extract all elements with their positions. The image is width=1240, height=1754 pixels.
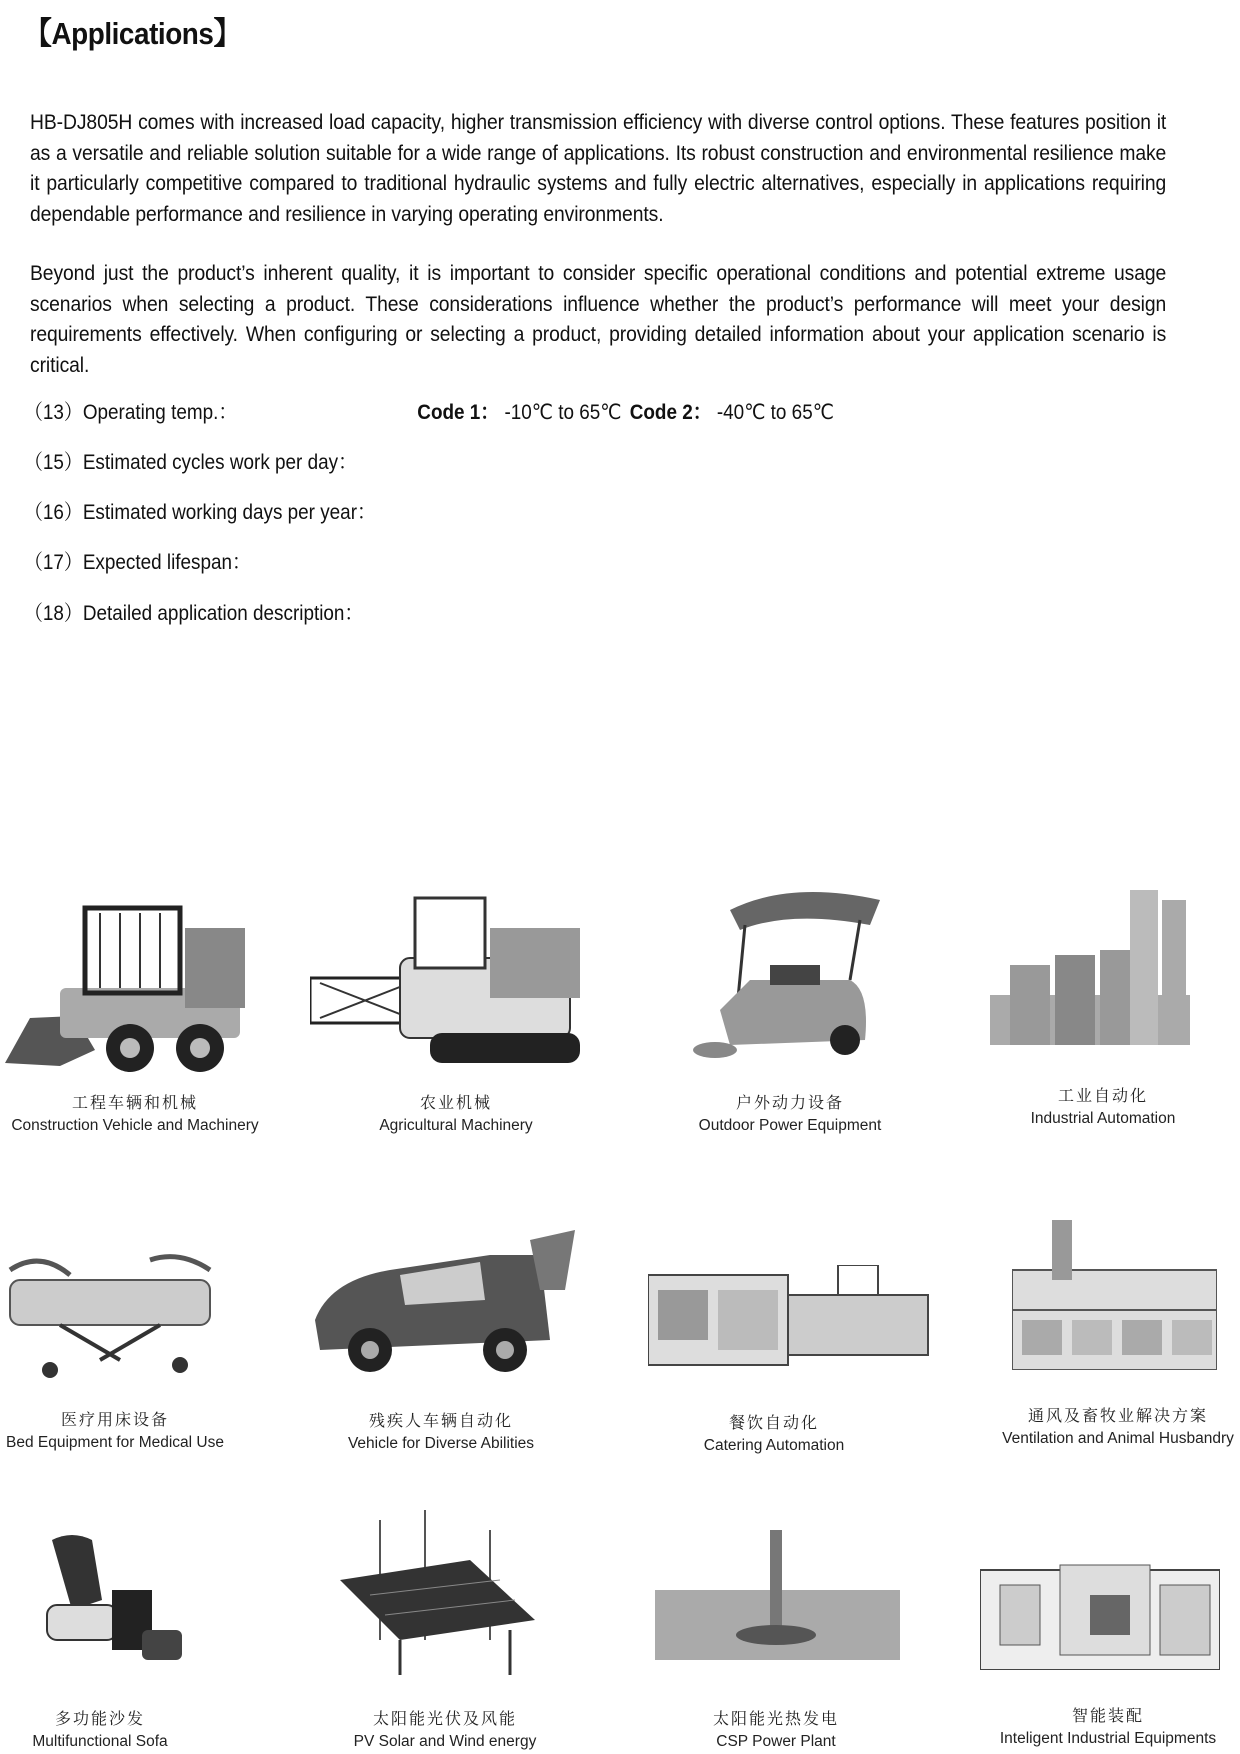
massage-chair-image	[32, 1530, 192, 1665]
solar-wind-image	[340, 1500, 540, 1675]
code1-value: -10℃ to 65℃	[504, 401, 622, 424]
page-title: 【Applications】	[24, 16, 241, 51]
livestock-facility-image	[1012, 1220, 1217, 1370]
app-cn-label: 多功能沙发	[54, 1709, 145, 1728]
app-cn-label: 户外动力设备	[735, 1093, 844, 1112]
spec-lifespan: （17）Expected lifespan：	[24, 551, 251, 574]
app-en-label: Agricultural Machinery	[379, 1117, 533, 1134]
app-cn-label: 太阳能光伏及风能	[372, 1709, 517, 1728]
app-en-label: Construction Vehicle and Machinery	[11, 1117, 259, 1134]
code2-value: -40℃ to 65℃	[716, 401, 834, 424]
skid-steer-loader-image	[0, 888, 260, 1073]
csp-tower-image	[655, 1530, 900, 1660]
selection-paragraph: Beyond just the product’s inherent quality, it is important to consider specific operational conditions and potential extreme usage scenarios when selecting a product. These considerations influence whether the product’s performance will meet your design requirements effectively. When configuring or selecting a product, providing detailed information about your application scenario is critical.	[30, 262, 1167, 377]
app-item-agricultural	[296, 1090, 616, 1135]
hospital-bed-image	[0, 1250, 225, 1380]
assembly-machine-image	[980, 1555, 1220, 1670]
app-cn-label: 餐饮自动化	[728, 1413, 819, 1432]
app-item-assembly	[948, 1703, 1240, 1748]
app-cn-label: 农业机械	[419, 1093, 492, 1112]
app-cn-label: 残疾人车辆自动化	[368, 1411, 513, 1430]
app-cn-label: 通风及畜牧业解决方案	[1027, 1406, 1208, 1425]
app-en-label: Industrial Automation	[1030, 1110, 1176, 1127]
app-en-label: Ventilation and Animal Husbandry	[1002, 1430, 1234, 1447]
app-en-label: Multifunctional Sofa	[32, 1733, 168, 1750]
industrial-silos-image	[990, 885, 1190, 1045]
app-en-label: PV Solar and Wind energy	[353, 1733, 537, 1750]
app-en-label: Inteligent Industrial Equipments	[999, 1730, 1217, 1747]
app-item-solar-wind	[285, 1706, 605, 1751]
spec-operating-temp	[24, 396, 1194, 426]
code1-label: Code 1：	[417, 401, 500, 424]
app-cn-label: 医疗用床设备	[60, 1410, 169, 1429]
street-sweeper-image	[690, 880, 880, 1065]
app-cn-label: 智能装配	[1071, 1706, 1144, 1725]
combine-harvester-image	[310, 888, 600, 1073]
app-item-medical-bed	[0, 1407, 275, 1452]
app-en-label: Catering Automation	[703, 1437, 845, 1454]
accessible-van-image	[310, 1230, 575, 1380]
code1	[417, 396, 621, 426]
app-item-accessible-vehicle	[281, 1408, 601, 1453]
spec-days: （16）Estimated working days per year：	[24, 501, 376, 524]
app-item-sofa	[0, 1706, 260, 1751]
app-en-label: CSP Power Plant	[716, 1733, 836, 1750]
intro-paragraph: HB-DJ805H comes with increased load capacity, higher transmission efficiency with diverse control options. These features position it as a versatile and reliable solution suitable for a wide range of applications. Its robust construction and environmental resilience make it particularly competitive compared to traditional hydraulic systems and fully electric alternatives, especially in applications requiring dependable performance and resilience in varying operating environments.	[30, 111, 1167, 226]
code2-label: Code 2：	[629, 401, 712, 424]
app-cn-label: 太阳能光热发电	[712, 1709, 839, 1728]
app-item-construction	[0, 1090, 295, 1135]
app-cn-label: 工程车辆和机械	[71, 1093, 198, 1112]
app-item-industrial-automation	[943, 1083, 1240, 1128]
app-cn-label: 工业自动化	[1057, 1086, 1148, 1105]
app-item-csp	[616, 1706, 936, 1751]
app-en-label: Bed Equipment for Medical Use	[6, 1434, 224, 1451]
app-item-catering	[614, 1410, 934, 1455]
code2	[630, 396, 834, 426]
catering-machine-image	[648, 1265, 933, 1375]
spec-label: （13）Operating temp.：	[24, 401, 238, 424]
app-en-label: Outdoor Power Equipment	[698, 1117, 882, 1134]
spec-description: （18）Detailed application description：	[24, 602, 364, 625]
spec-cycles: （15）Estimated cycles work per day：	[24, 451, 357, 474]
app-item-ventilation	[958, 1403, 1240, 1448]
app-item-outdoor-power	[630, 1090, 950, 1135]
app-en-label: Vehicle for Diverse Abilities	[347, 1435, 535, 1452]
